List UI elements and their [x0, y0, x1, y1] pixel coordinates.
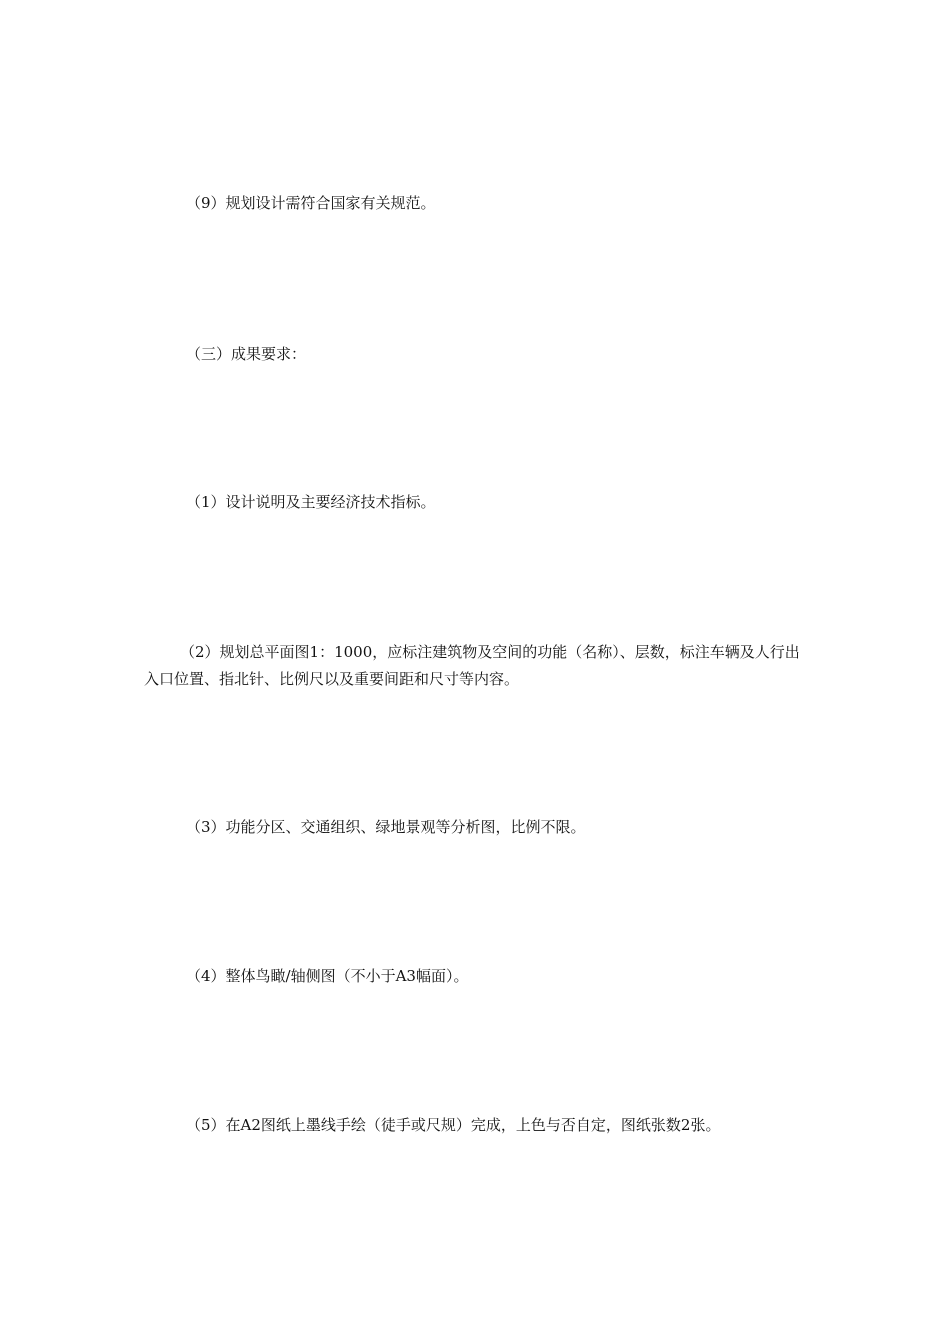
paragraph-item-1: （1）设计说明及主要经济技术指标。 [186, 493, 436, 511]
paragraph-item-2: （2）规划总平面图1：1000，应标注建筑物及空间的功能（名称）、层数，标注车辆及人行出入口位置、指北针、比例尺以及重要间距和尺寸等内容。 [144, 643, 800, 688]
paragraph-item-5: （5）在A2图纸上墨线手绘（徒手或尺规）完成，上色与否自定，图纸张数2张。 [186, 1116, 721, 1134]
section-heading-deliverables: （三）成果要求： [186, 345, 307, 363]
paragraph-item-3: （3）功能分区、交通组织、绿地景观等分析图，比例不限。 [186, 818, 586, 836]
paragraph-item-4: （4）整体鸟瞰/轴侧图（不小于A3幅面）。 [186, 967, 469, 985]
paragraph-item-9: （9）规划设计需符合国家有关规范。 [186, 194, 436, 212]
